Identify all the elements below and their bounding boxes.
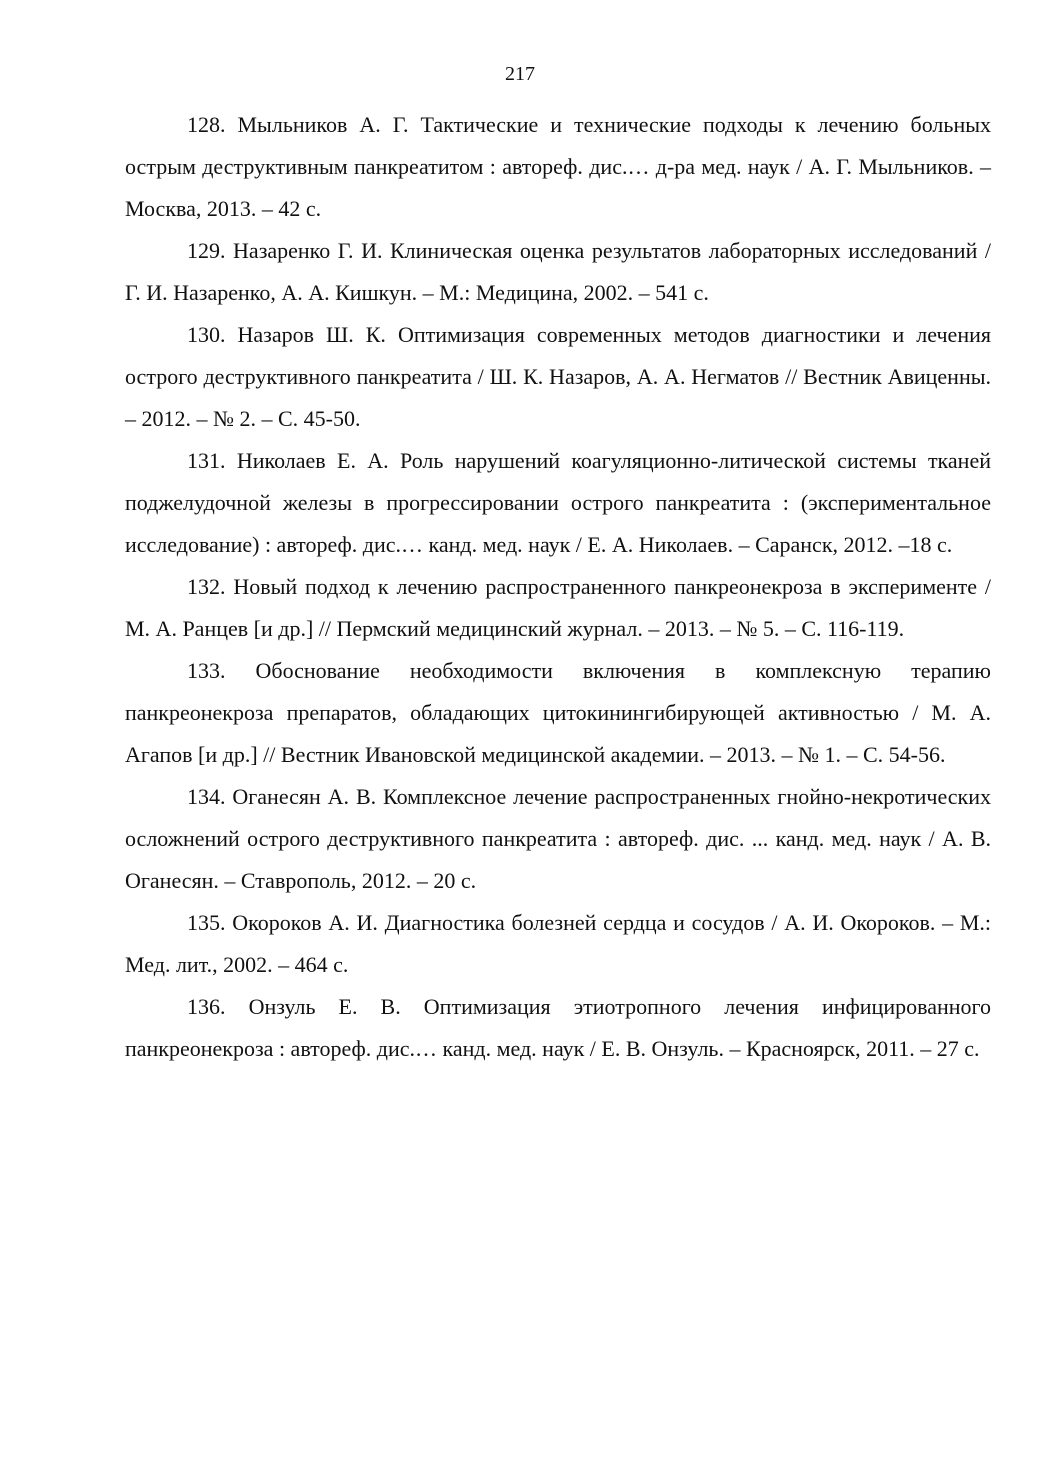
reference-item-133: 133. Обоснование необходимости включения в комплексную терапию панкреонекроза препаратов, обладающих цитокинингибирующей активностью / М. А. Агапов [и др.] // Вестник Ивановской медицинской академии. – 2013. – № 1. – С. 54-56. bbox=[125, 658, 991, 767]
reference-item-132: 132. Новый подход к лечению распространенного панкреонекроза в эксперименте / М. А. Ранцев [и др.] // Пермский медицинский журнал. – 2013. – № 5. – С. 116-119. bbox=[125, 574, 991, 641]
reference-item-128: 128. Мыльников А. Г. Тактические и технические подходы к лечению больных острым деструктивным панкреатитом : автореф. дис.… д-ра мед. наук / А. Г. Мыльников. – Москва, 2013. – 42 с. bbox=[125, 112, 991, 221]
page-number: 217 bbox=[505, 63, 535, 85]
reference-item-135: 135. Окороков А. И. Диагностика болезней сердца и сосудов / А. И. Окороков. – М.: Мед. лит., 2002. – 464 с. bbox=[125, 910, 991, 977]
reference-item-131: 131. Николаев Е. А. Роль нарушений коагуляционно-литической системы тканей поджелудочной железы в прогрессировании острого панкреатита : (экспериментальное исследование) : автореф. дис.… канд. мед. наук / Е. А. Николаев. – Саранск, 2012. –18 с. bbox=[125, 448, 991, 557]
reference-item-129: 129. Назаренко Г. И. Клиническая оценка результатов лабораторных исследований / Г. И. Назаренко, А. А. Кишкун. – М.: Медицина, 2002. – 541 с. bbox=[125, 238, 991, 305]
reference-item-130: 130. Назаров Ш. К. Оптимизация современных методов диагностики и лечения острого деструктивного панкреатита / Ш. К. Назаров, А. А. Негматов // Вестник Авиценны. – 2012. – № 2. – С. 45-50. bbox=[125, 322, 991, 431]
reference-item-134: 134. Оганесян А. В. Комплексное лечение распространенных гнойно-некротических осложнений острого деструктивного панкреатита : автореф. дис. ... канд. мед. наук / А. В. Оганесян. – Ставрополь, 2012. – 20 с. bbox=[125, 784, 991, 893]
reference-list bbox=[125, 104, 991, 1070]
reference-item-136: 136. Онзуль Е. В. Оптимизация этиотропного лечения инфицированного панкреонекроза : автореф. дис.… канд. мед. наук / Е. В. Онзуль. – Красноярск, 2011. – 27 с. bbox=[125, 994, 991, 1061]
